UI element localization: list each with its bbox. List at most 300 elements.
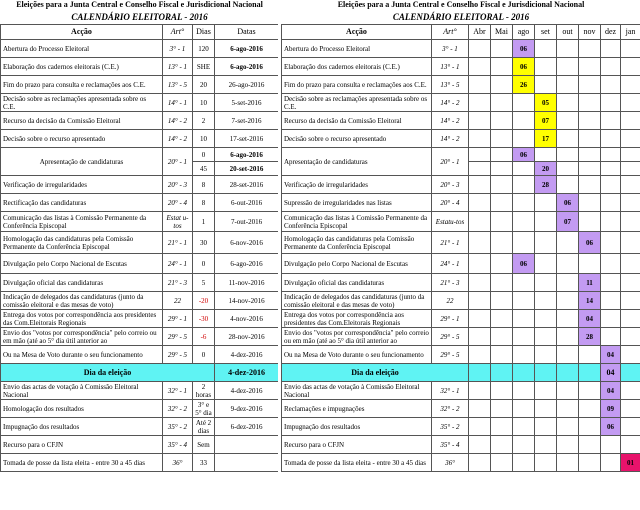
month-cell (491, 328, 513, 346)
month-cell (579, 148, 601, 162)
election-day-row (282, 364, 640, 382)
month-cell (601, 292, 621, 310)
table-row (282, 40, 640, 58)
row-art: 20° - 3 (432, 176, 469, 194)
row-dias: 10 (193, 94, 215, 112)
month-cell (469, 454, 491, 472)
col-month-set: set (535, 25, 557, 40)
month-cell (621, 292, 640, 310)
row-accao: Decisão sobre o recurso apresentado (282, 130, 432, 148)
month-cell (469, 112, 491, 130)
row-accao: Verificação de irregularidades (1, 176, 163, 194)
row-accao: Entrega dos votos por correspondência aos presidentes das Com.Eleitorais Regionais (282, 310, 432, 328)
row-accao: Indicação de delegados das candidaturas (junto da comissão eleitoral e das mesas de voto) (282, 292, 432, 310)
date-marker: 11 (579, 274, 601, 292)
row-art: Estat u-tos (163, 212, 193, 232)
row-accao: Recurso da decisão da Comissão Eleitoral (282, 112, 432, 130)
month-cell (579, 130, 601, 148)
month-cell (557, 76, 579, 94)
row-dias: 1 (193, 212, 215, 232)
month-cell (579, 94, 601, 112)
row-accao: Homologação das candidaturas pela Comissão Permanente da Conferência Episcopal (282, 232, 432, 254)
table-row (1, 346, 279, 364)
row-art: 36° (163, 454, 193, 472)
date-marker: 06 (513, 148, 535, 162)
month-cell (513, 400, 535, 418)
table-row (1, 76, 279, 94)
month-cell (579, 418, 601, 436)
row-dias: 2 (193, 112, 215, 130)
col-month-out: out (557, 25, 579, 40)
month-cell (579, 212, 601, 232)
month-cell (621, 382, 640, 400)
row-datas: 6-ago-2016 (215, 148, 279, 162)
month-cell (469, 94, 491, 112)
table-row (1, 292, 279, 310)
row-datas: 4-nov-2016 (215, 310, 279, 328)
month-cell (601, 232, 621, 254)
row-dias: 8 (193, 176, 215, 194)
row-art: 24° - 1 (432, 254, 469, 274)
row-accao: Envio dos "votos por correspondência" pelo correio ou em mão (até ao 5° dia útil anterior ao (1, 328, 163, 346)
row-art: 14° - 2 (432, 94, 469, 112)
row-datas: 4-dez-2016 (215, 364, 279, 382)
row-art: 22 (163, 292, 193, 310)
month-cell (513, 212, 535, 232)
month-cell (601, 328, 621, 346)
date-marker: 04 (601, 382, 621, 400)
month-cell (491, 310, 513, 328)
month-cell (491, 454, 513, 472)
row-datas: 7-out-2016 (215, 212, 279, 232)
table-row (282, 328, 640, 346)
month-cell (601, 254, 621, 274)
month-cell (557, 162, 579, 176)
month-cell (621, 232, 640, 254)
month-cell (601, 274, 621, 292)
month-cell (535, 40, 557, 58)
month-cell (491, 400, 513, 418)
col-datas: Datas (215, 25, 279, 40)
month-cell (491, 58, 513, 76)
month-cell (513, 364, 535, 382)
row-dias: 0 (193, 254, 215, 274)
row-art: 20° - 1 (432, 148, 469, 176)
row-art: 14° - 2 (163, 112, 193, 130)
month-cell (513, 130, 535, 148)
month-cell (557, 454, 579, 472)
month-cell (491, 162, 513, 176)
row-art: 14° - 2 (163, 130, 193, 148)
col-month-Mai: Mai (491, 25, 513, 40)
right-calendar-table (281, 0, 640, 472)
col-dias: Dias (193, 25, 215, 40)
month-cell (535, 76, 557, 94)
row-dias: Sem (193, 436, 215, 454)
row-datas: 6-ago-2016 (215, 254, 279, 274)
date-marker: 06 (557, 194, 579, 212)
month-cell (513, 346, 535, 364)
month-cell (469, 382, 491, 400)
month-cell (535, 274, 557, 292)
month-cell (557, 310, 579, 328)
row-art: 13° - 1 (432, 58, 469, 76)
table-row (1, 58, 279, 76)
month-cell (513, 382, 535, 400)
calendar-title: CALENDÁRIO ELEITORAL - 2016 (71, 12, 208, 22)
month-cell (535, 148, 557, 162)
row-accao: Divulgação oficial das candidaturas (282, 274, 432, 292)
month-cell (469, 212, 491, 232)
row-art: 32° - 2 (432, 400, 469, 418)
table-row (282, 418, 640, 436)
table-row (1, 130, 279, 148)
date-marker: 04 (601, 364, 621, 382)
month-cell (513, 274, 535, 292)
row-accao: Tomada de posse da lista eleita - entre 30 a 45 dias (282, 454, 432, 472)
row-accao: Decisão sobre as reclamações apresentada sobre os C.E. (1, 94, 163, 112)
month-cell (621, 40, 640, 58)
month-cell (491, 436, 513, 454)
row-dias: 2 horas (193, 382, 215, 400)
month-cell (513, 454, 535, 472)
row-datas: 20-set-2016 (215, 162, 279, 176)
row-datas: 6-ago-2016 (215, 40, 279, 58)
row-datas (215, 436, 279, 454)
table-row (282, 382, 640, 400)
month-cell (579, 162, 601, 176)
row-art: 29° - 5 (432, 328, 469, 346)
table-row (282, 212, 640, 232)
month-cell (557, 254, 579, 274)
date-marker: 07 (557, 212, 579, 232)
month-cell (601, 310, 621, 328)
month-cell (469, 364, 491, 382)
row-art: 29° - 5 (163, 328, 193, 346)
row-art: 21° - 3 (163, 274, 193, 292)
table-row (1, 310, 279, 328)
month-cell (491, 94, 513, 112)
month-cell (601, 94, 621, 112)
month-cell (469, 346, 491, 364)
month-cell (469, 130, 491, 148)
row-art: 29° - 1 (432, 310, 469, 328)
month-cell (491, 418, 513, 436)
month-cell (535, 418, 557, 436)
row-accao: Reclamações e impugnações (282, 400, 432, 418)
month-cell (469, 436, 491, 454)
month-cell (621, 212, 640, 232)
election-day-row (1, 364, 279, 382)
row-accao: Impugnação dos resultados (1, 418, 163, 436)
table-row (1, 112, 279, 130)
date-marker: 04 (579, 310, 601, 328)
month-cell (469, 254, 491, 274)
row-dias: 3° e 5° dia (193, 400, 215, 418)
month-cell (621, 364, 640, 382)
month-cell (491, 232, 513, 254)
row-dias: -30 (193, 310, 215, 328)
row-accao: Recurso para o CFJN (1, 436, 163, 454)
row-art: 35° - 2 (163, 418, 193, 436)
month-cell (621, 76, 640, 94)
table-row (1, 454, 279, 472)
month-cell (491, 194, 513, 212)
date-marker: 06 (513, 254, 535, 274)
month-cell (557, 328, 579, 346)
date-marker: 26 (513, 76, 535, 94)
row-art: 21° - 1 (432, 232, 469, 254)
month-cell (557, 148, 579, 162)
month-cell (579, 382, 601, 400)
row-dias: -6 (193, 328, 215, 346)
month-cell (535, 328, 557, 346)
month-cell (579, 454, 601, 472)
month-cell (469, 400, 491, 418)
row-dias: 33 (193, 454, 215, 472)
row-accao: Envio das actas de votação à Comissão Eleitoral Nacional (282, 382, 432, 400)
row-art: 13° - 1 (163, 58, 193, 76)
month-cell (491, 40, 513, 58)
month-cell (535, 212, 557, 232)
month-cell (601, 436, 621, 454)
month-cell (491, 176, 513, 194)
row-dias: 0 (193, 148, 215, 162)
month-cell (601, 194, 621, 212)
table-row (282, 194, 640, 212)
month-cell (621, 274, 640, 292)
table-row (1, 176, 279, 194)
table-row (282, 400, 640, 418)
month-cell (469, 418, 491, 436)
table-row (282, 254, 640, 274)
month-cell (557, 418, 579, 436)
month-cell (491, 76, 513, 94)
table-row (1, 148, 279, 162)
month-cell (557, 274, 579, 292)
month-cell (469, 328, 491, 346)
row-accao: Recurso da decisão da Comissão Eleitoral (1, 112, 163, 130)
month-cell (621, 58, 640, 76)
month-cell (579, 194, 601, 212)
row-art: 20° - 1 (163, 148, 193, 176)
col-accao-right: Acção (282, 25, 432, 40)
date-marker: 05 (535, 94, 557, 112)
row-accao: Elaboração dos cadernos eleitorais (C.E.) (1, 58, 163, 76)
month-cell (535, 382, 557, 400)
row-accao: Envio dos "votos por correspondência" pelo correio ou em mão (até ao 5° dia útil anterior ao (282, 328, 432, 346)
row-art: 3° - 1 (163, 40, 193, 58)
table-row (282, 94, 640, 112)
row-accao: Envio das actas de votação à Comissão Eleitoral Nacional (1, 382, 163, 400)
row-art: 35° - 4 (163, 436, 193, 454)
row-datas: 14-nov-2016 (215, 292, 279, 310)
table-row (1, 328, 279, 346)
month-cell (513, 94, 535, 112)
month-cell (469, 232, 491, 254)
row-accao: Homologação das candidaturas pela Comissão Permanente da Conferência Episcopal (1, 232, 163, 254)
row-accao: Divulgação pelo Corpo Nacional de Escutas (1, 254, 163, 274)
date-marker: 14 (579, 292, 601, 310)
month-cell (621, 176, 640, 194)
table-row (1, 40, 279, 58)
table-row (1, 274, 279, 292)
col-month-nov: nov (579, 25, 601, 40)
row-accao: Tomada de posse da lista eleita - entre 30 a 45 dias (1, 454, 163, 472)
month-cell (513, 310, 535, 328)
row-art: 13° - 5 (432, 76, 469, 94)
month-cell (557, 436, 579, 454)
row-datas: 4-dez-2016 (215, 382, 279, 400)
col-art-right: Art° (432, 25, 469, 40)
month-cell (491, 112, 513, 130)
row-accao: Dia da eleição (282, 364, 469, 382)
month-cell (621, 112, 640, 130)
row-accao: Recurso para o CFJN (282, 436, 432, 454)
row-art: 3° - 1 (432, 40, 469, 58)
month-cell (621, 436, 640, 454)
table-row (282, 454, 640, 472)
month-cell (491, 274, 513, 292)
date-marker: 17 (535, 130, 557, 148)
month-cell (535, 58, 557, 76)
month-cell (469, 194, 491, 212)
month-cell (557, 382, 579, 400)
table-row (1, 254, 279, 274)
row-dias: 8 (193, 194, 215, 212)
table-row (282, 346, 640, 364)
row-art: 20° - 4 (432, 194, 469, 212)
row-datas: 28-nov-2016 (215, 328, 279, 346)
col-art: Art° (163, 25, 193, 40)
date-marker: 09 (601, 400, 621, 418)
row-accao: Indicação de delegados das candidaturas (junto da comissão eleitoral e das mesas de voto) (1, 292, 163, 310)
row-art: 29° - 5 (432, 346, 469, 364)
date-marker: 07 (535, 112, 557, 130)
row-accao: Divulgação oficial das candidaturas (1, 274, 163, 292)
row-datas: 6-dez-2016 (215, 418, 279, 436)
row-dias: SHE (193, 58, 215, 76)
month-cell (469, 292, 491, 310)
row-dias: 45 (193, 162, 215, 176)
month-cell (513, 232, 535, 254)
row-art: Estatu-tos (432, 212, 469, 232)
date-marker: 20 (535, 162, 557, 176)
row-datas: 11-nov-2016 (215, 274, 279, 292)
row-art: 36° (432, 454, 469, 472)
month-cell (513, 176, 535, 194)
month-cell (491, 254, 513, 274)
month-cell (491, 364, 513, 382)
table-row (282, 130, 640, 148)
month-cell (513, 194, 535, 212)
row-datas: 7-set-2016 (215, 112, 279, 130)
month-cell (491, 292, 513, 310)
month-cell (557, 292, 579, 310)
month-cell (579, 112, 601, 130)
date-marker: 06 (513, 40, 535, 58)
month-cell (535, 310, 557, 328)
row-dias: 20 (193, 76, 215, 94)
month-cell (513, 418, 535, 436)
month-cell (601, 40, 621, 58)
row-dias: 30 (193, 232, 215, 254)
row-dias: 10 (193, 130, 215, 148)
table-row (1, 232, 279, 254)
row-accao: Comunicação das listas à Comissão Permanente da Conferência Episcopal (1, 212, 163, 232)
table-row (282, 76, 640, 94)
col-month-ago: ago (513, 25, 535, 40)
row-datas: 9-dez-2016 (215, 400, 279, 418)
month-cell (601, 212, 621, 232)
month-cell (621, 328, 640, 346)
date-marker: 01 (621, 454, 640, 472)
row-art: 21° - 1 (163, 232, 193, 254)
month-cell (601, 112, 621, 130)
row-accao: Verificação de irregularidades (282, 176, 432, 194)
month-cell (535, 194, 557, 212)
row-datas: 17-set-2016 (215, 130, 279, 148)
row-art: 32° - 1 (163, 382, 193, 400)
row-datas: 6-ago-2016 (215, 58, 279, 76)
date-marker: 06 (579, 232, 601, 254)
row-accao: Apresentação de candidaturas (1, 148, 163, 176)
date-marker: 28 (535, 176, 557, 194)
date-marker: 06 (513, 58, 535, 76)
month-cell (557, 400, 579, 418)
row-art: 22 (432, 292, 469, 310)
month-cell (557, 232, 579, 254)
table-row (1, 436, 279, 454)
month-cell (491, 382, 513, 400)
row-datas: 28-set-2016 (215, 176, 279, 194)
row-accao: Decisão sobre as reclamações apresentada sobre os C.E. (282, 94, 432, 112)
month-cell (513, 292, 535, 310)
row-datas (215, 454, 279, 472)
table-row (1, 212, 279, 232)
month-cell (601, 454, 621, 472)
org-title: Eleições para a Junta Central e Conselho Fiscal e Jurisdicional Nacional (16, 0, 263, 9)
table-row (282, 436, 640, 454)
row-art: 35° - 2 (432, 418, 469, 436)
col-month-jan: jan (621, 25, 640, 40)
table-row (282, 292, 640, 310)
month-cell (621, 194, 640, 212)
month-cell (469, 58, 491, 76)
row-accao: Comunicação das listas à Comissão Permanente da Conferência Episcopal (282, 212, 432, 232)
row-datas: 4-dez-2016 (215, 346, 279, 364)
row-art: 24° - 1 (163, 254, 193, 274)
row-art: 29° - 5 (163, 346, 193, 364)
row-art: 32° - 1 (432, 382, 469, 400)
month-cell (469, 310, 491, 328)
calendar-title-right: CALENDÁRIO ELEITORAL - 2016 (392, 12, 530, 22)
row-datas: 6-nov-2016 (215, 232, 279, 254)
month-cell (557, 364, 579, 382)
month-cell (601, 148, 621, 162)
row-accao: Fim do prazo para consulta e reclamações aos C.E. (1, 76, 163, 94)
month-cell (621, 400, 640, 418)
month-cell (535, 400, 557, 418)
month-cell (469, 76, 491, 94)
table-row (282, 176, 640, 194)
table-row (1, 418, 279, 436)
date-marker: 28 (579, 328, 601, 346)
month-cell (557, 40, 579, 58)
row-art: 20° - 4 (163, 194, 193, 212)
table-row (1, 382, 279, 400)
month-cell (557, 94, 579, 112)
